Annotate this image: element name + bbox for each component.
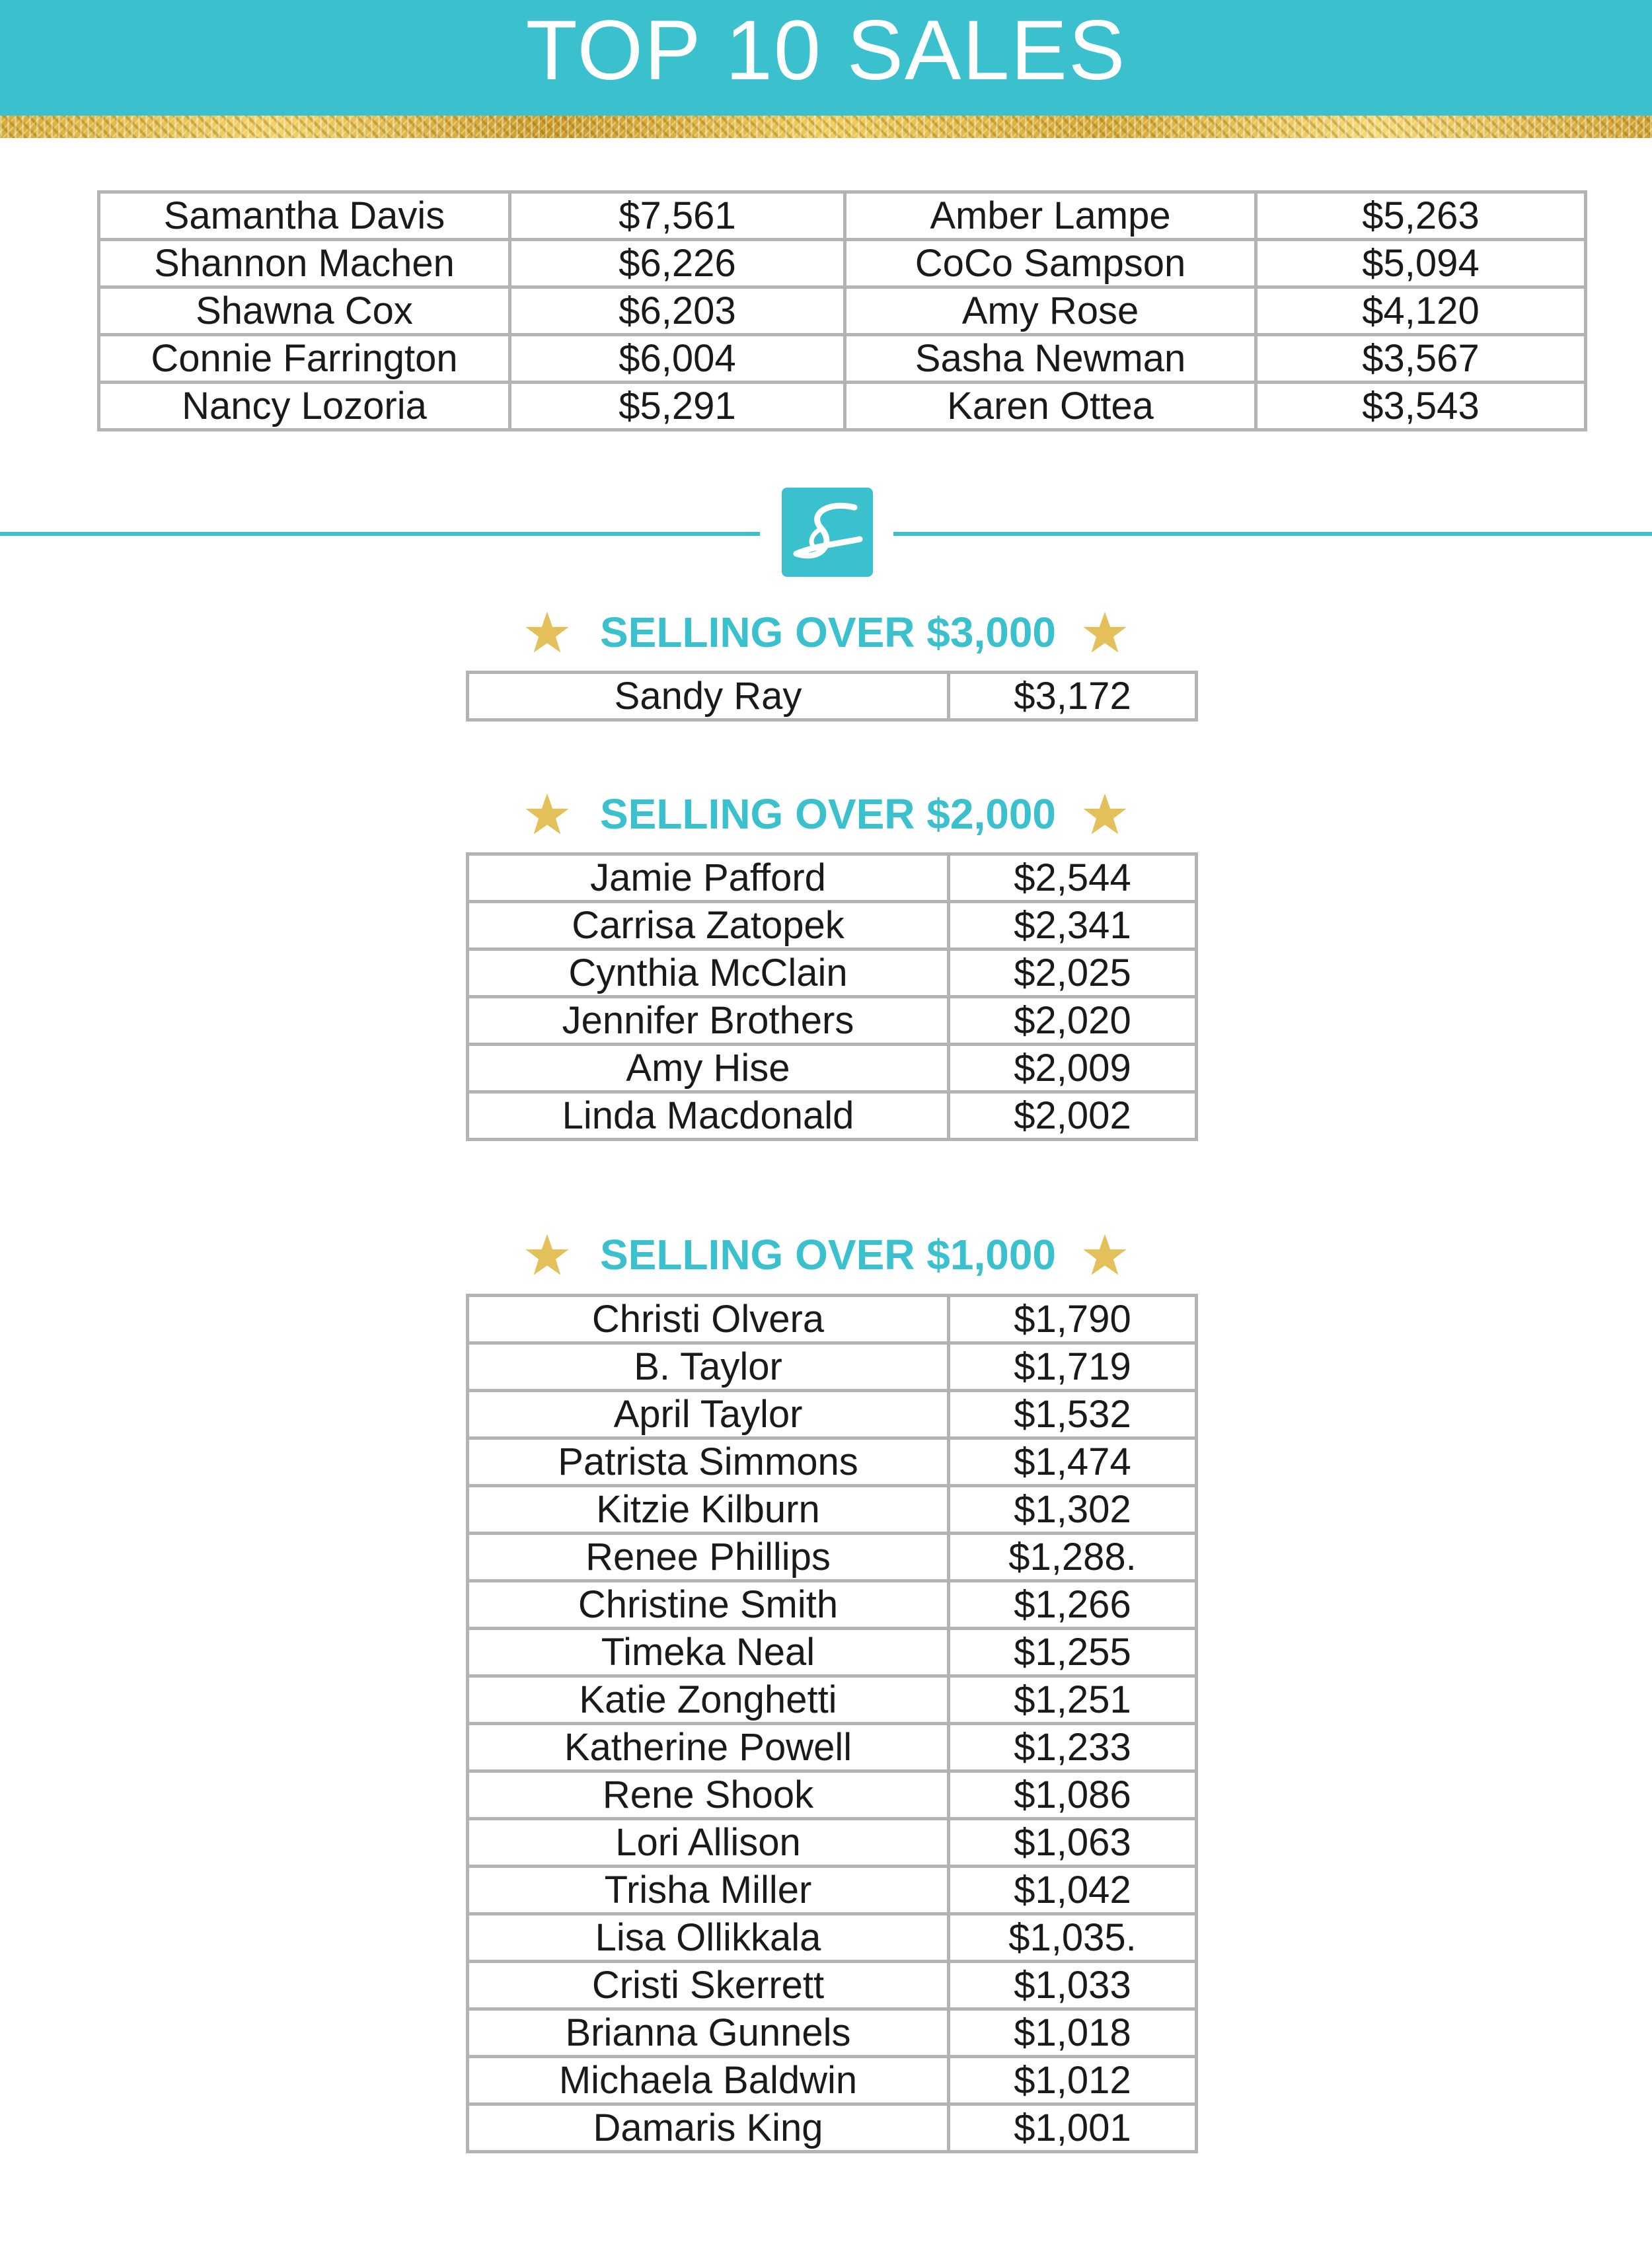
sales-amount: $3,172 [949,673,1197,720]
sales-amount: $1,255 [949,1629,1197,1676]
table-row [468,949,1197,997]
sales-amount: $5,291 [510,383,845,430]
seller-name: Amber Lampe [845,192,1256,240]
section-table [466,671,1198,722]
section-table [466,1294,1198,2153]
seller-name: Karen Ottea [845,383,1256,430]
seller-name: Rene Shook [468,1771,949,1819]
seller-name: Samantha Davis [99,192,510,240]
seller-name: Damaris King [468,2104,949,2152]
star-icon [525,792,570,836]
sales-amount: $1,018 [949,2009,1197,2057]
sales-amount: $1,086 [949,1771,1197,1819]
seller-name: Jennifer Brothers [468,997,949,1045]
seller-name: Kitzie Kilburn [468,1486,949,1534]
seller-name: Katie Zonghetti [468,1676,949,1724]
sales-amount: $2,002 [949,1092,1197,1140]
seller-name: Christine Smith [468,1581,949,1629]
sales-amount: $1,233 [949,1724,1197,1771]
table-row [468,1391,1197,1438]
table-row [468,1343,1197,1391]
table-row [99,335,1586,383]
star-icon [525,1232,570,1277]
section-table [466,852,1198,1141]
sales-amount: $5,263 [1256,192,1586,240]
sales-amount: $6,203 [510,287,845,335]
seller-name: Linda Macdonald [468,1092,949,1140]
table-row [468,902,1197,949]
seller-name: CoCo Sampson [845,240,1256,287]
sales-amount: $1,001 [949,2104,1197,2152]
table-row [468,1676,1197,1724]
seller-name: Lisa Ollikkala [468,1914,949,1962]
sales-amount: $3,543 [1256,383,1586,430]
seller-name: Amy Rose [845,287,1256,335]
sales-amount: $1,719 [949,1343,1197,1391]
table-row [468,997,1197,1045]
seller-name: Sasha Newman [845,335,1256,383]
seller-name: Amy Hise [468,1045,949,1092]
section-title: SELLING OVER $2,000 [599,790,1057,838]
table-row [468,854,1197,902]
seller-name: Cynthia McClain [468,949,949,997]
section-heading [0,790,1652,838]
sales-amount: $2,009 [949,1045,1197,1092]
table-row [468,673,1197,720]
table-row [468,2057,1197,2104]
sales-amount: $1,033 [949,1962,1197,2009]
table-row [468,1045,1197,1092]
star-icon [1082,792,1127,836]
seller-name: Patrista Simmons [468,1438,949,1486]
section-title: SELLING OVER $3,000 [599,609,1057,656]
sales-amount: $1,790 [949,1296,1197,1343]
table-row [99,383,1586,430]
seller-name: Nancy Lozoria [99,383,510,430]
table-row [99,287,1586,335]
seller-name: Lori Allison [468,1819,949,1867]
table-row [468,1771,1197,1819]
seller-name: Trisha Miller [468,1867,949,1914]
seller-name: Shawna Cox [99,287,510,335]
sales-amount: $3,567 [1256,335,1586,383]
sales-amount: $2,025 [949,949,1197,997]
sales-amount: $6,226 [510,240,845,287]
sales-amount: $1,042 [949,1867,1197,1914]
star-icon [1082,610,1127,655]
table-row [468,1962,1197,2009]
header-banner [0,0,1652,116]
table-row [468,1819,1197,1867]
page-title: TOP 10 SALES [525,3,1127,98]
table-row [468,1296,1197,1343]
seller-name: Katherine Powell [468,1724,949,1771]
seller-name: Renee Phillips [468,1534,949,1581]
table-row [468,1581,1197,1629]
seller-name: Brianna Gunnels [468,2009,949,2057]
table-row [468,1867,1197,1914]
gold-glitter-strip [0,116,1652,138]
table-row [468,1534,1197,1581]
sales-amount: $1,474 [949,1438,1197,1486]
sales-amount: $4,120 [1256,287,1586,335]
table-row [468,1092,1197,1140]
sales-amount: $2,341 [949,902,1197,949]
star-icon [1082,1232,1127,1277]
top-10-table [97,190,1587,431]
table-row [468,2104,1197,2152]
sales-amount: $1,012 [949,2057,1197,2104]
table-row [468,1629,1197,1676]
sales-amount: $1,532 [949,1391,1197,1438]
table-row [468,2009,1197,2057]
sales-amount: $1,266 [949,1581,1197,1629]
divider-line-right [893,532,1652,536]
star-icon [525,610,570,655]
sales-amount: $6,004 [510,335,845,383]
seller-name: Michaela Baldwin [468,2057,949,2104]
seller-name: Shannon Machen [99,240,510,287]
section-title: SELLING OVER $1,000 [599,1231,1057,1279]
sales-amount: $1,035. [949,1914,1197,1962]
table-row [99,192,1586,240]
table-row [468,1438,1197,1486]
seller-name: Christi Olvera [468,1296,949,1343]
table-row [468,1486,1197,1534]
seller-name: Carrisa Zatopek [468,902,949,949]
seller-name: Jamie Pafford [468,854,949,902]
table-row [99,240,1586,287]
sales-amount: $2,544 [949,854,1197,902]
section-heading [0,1230,1652,1279]
sales-amount: $5,094 [1256,240,1586,287]
seller-name: Sandy Ray [468,673,949,720]
seller-name: Timeka Neal [468,1629,949,1676]
seller-name: Cristi Skerrett [468,1962,949,2009]
script-s-logo-icon [782,488,873,577]
sales-amount: $1,288. [949,1534,1197,1581]
table-row [468,1914,1197,1962]
sales-amount: $2,020 [949,997,1197,1045]
seller-name: B. Taylor [468,1343,949,1391]
seller-name: April Taylor [468,1391,949,1438]
sales-amount: $1,251 [949,1676,1197,1724]
table-row [468,1724,1197,1771]
sales-amount: $1,302 [949,1486,1197,1534]
section-heading [0,608,1652,657]
divider-line-left [0,532,760,536]
sales-amount: $1,063 [949,1819,1197,1867]
sales-amount: $7,561 [510,192,845,240]
seller-name: Connie Farrington [99,335,510,383]
